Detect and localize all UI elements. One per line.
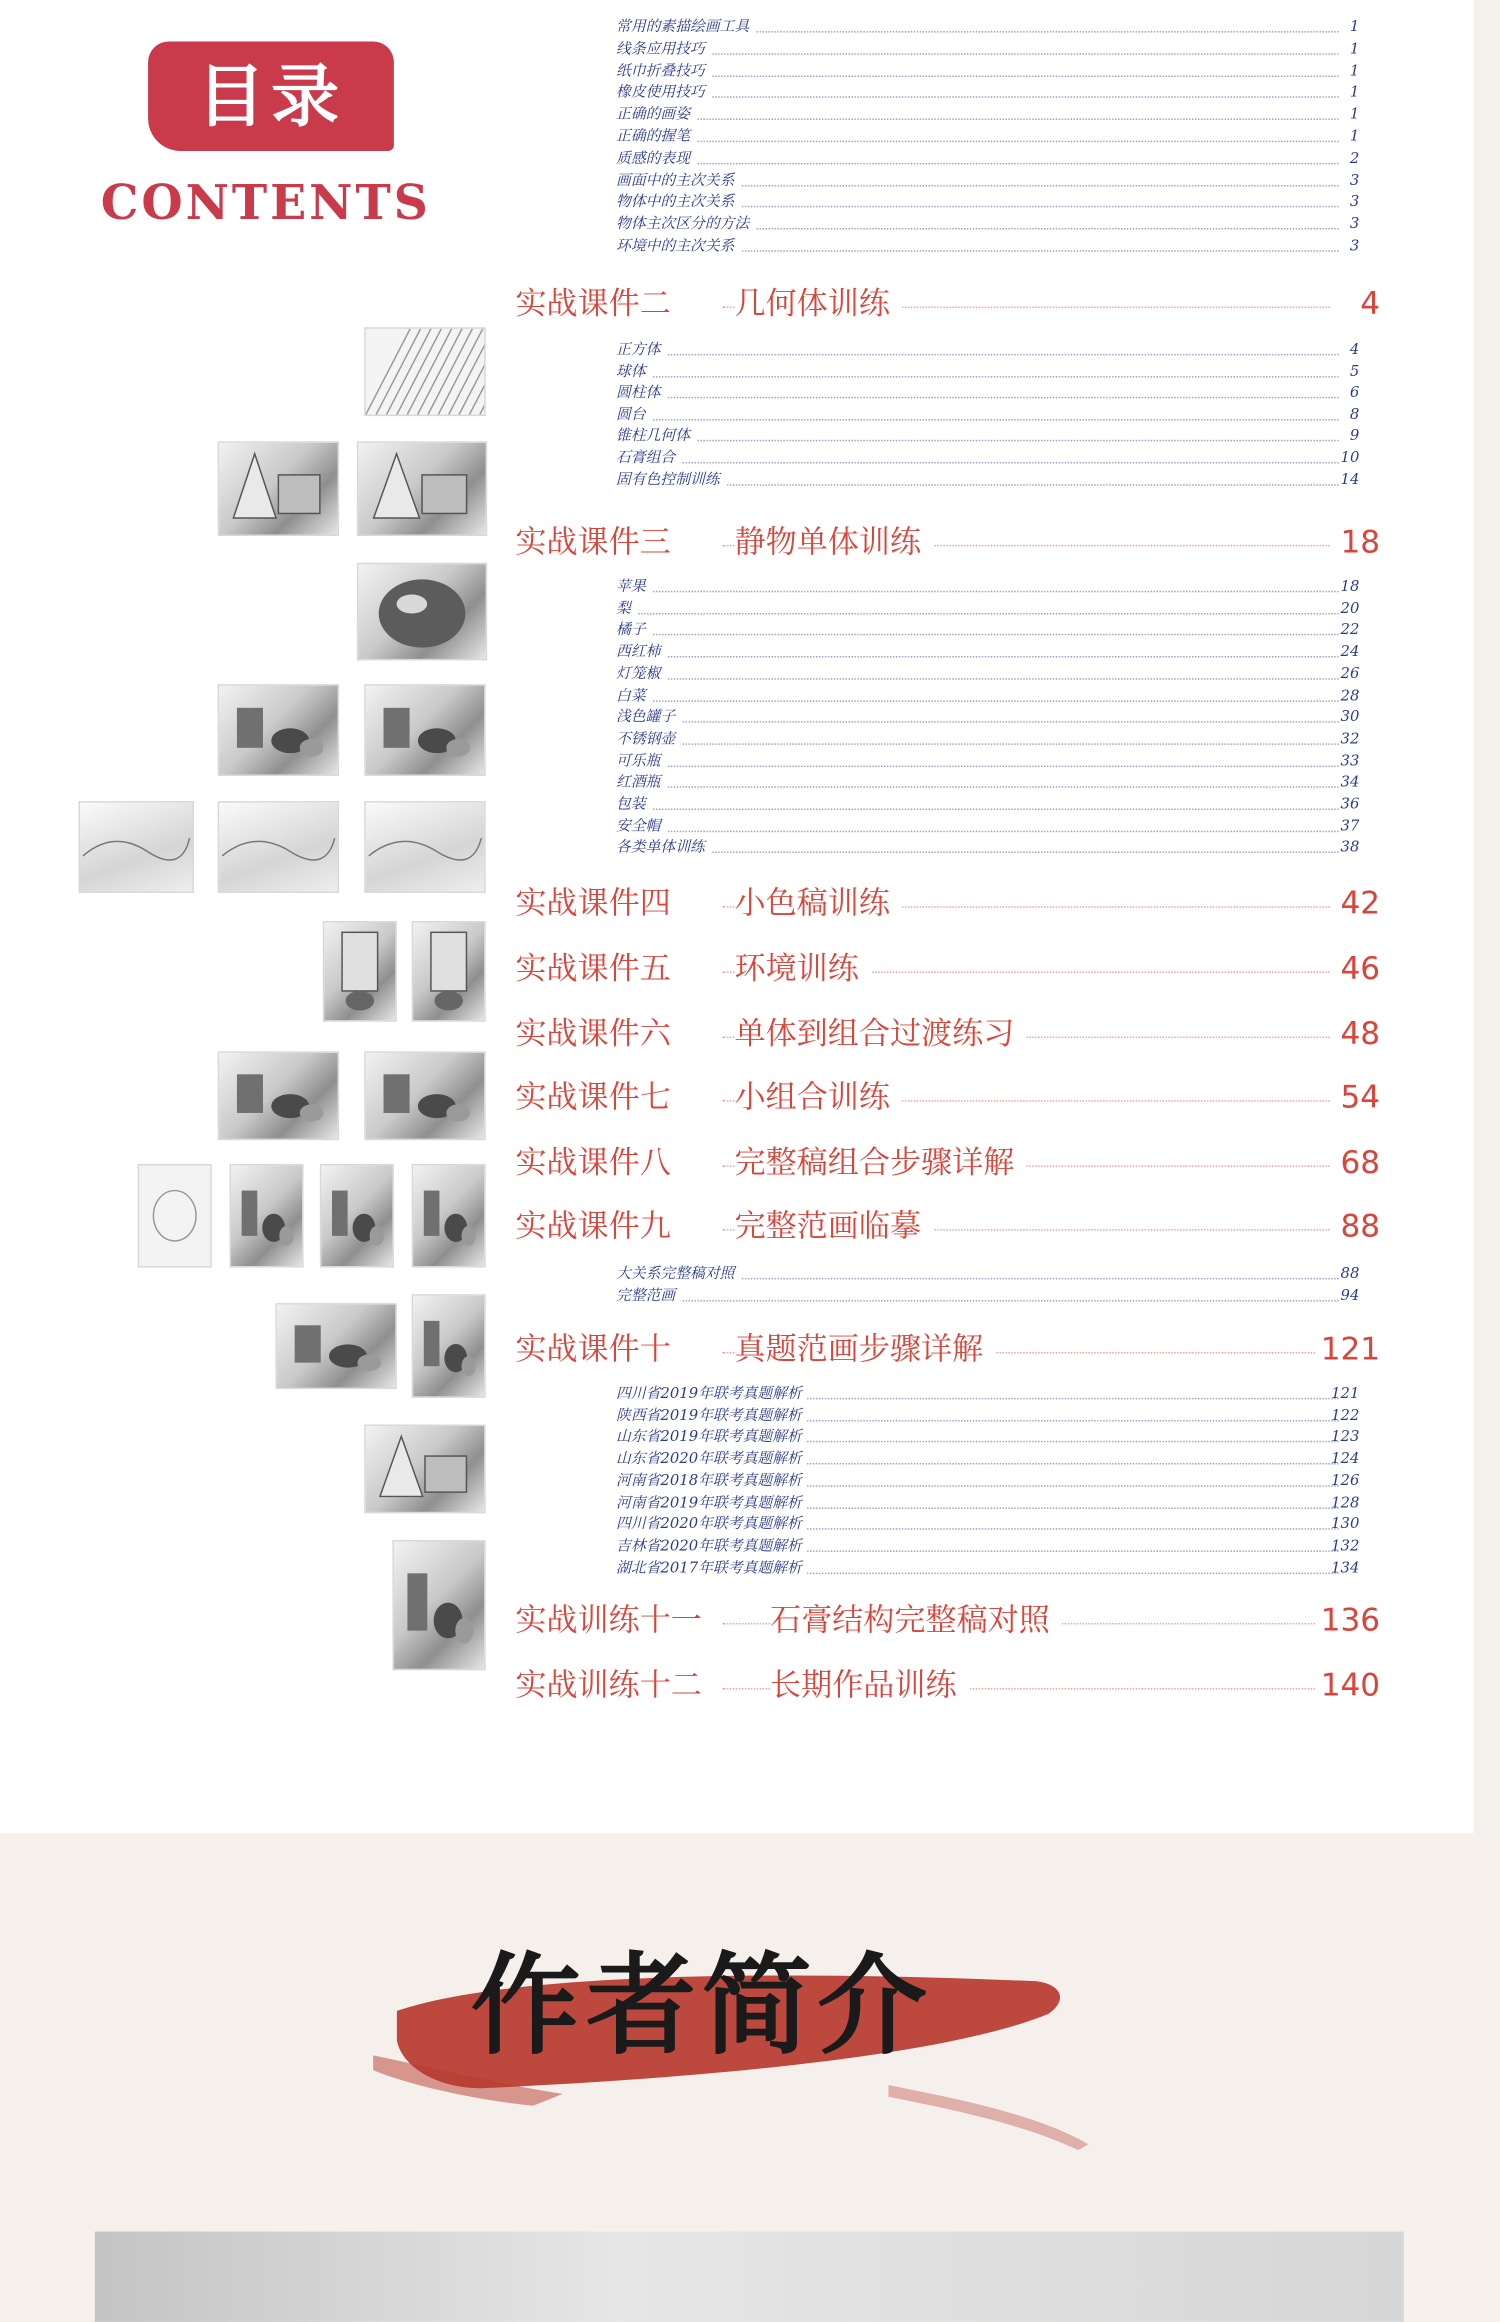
subitem-page: 26 — [1340, 666, 1360, 683]
chapter-label: 实战课件八 — [515, 1140, 679, 1184]
toc-subitem[interactable] — [616, 620, 1359, 642]
subitem-title: 大关系完整稿对照 — [616, 1263, 740, 1285]
subitem-title: 河南省2019年联考真题解析 — [616, 1492, 808, 1514]
toc-subitem[interactable] — [616, 1492, 1359, 1514]
sketch-thumbnail — [392, 1540, 485, 1670]
toc-subitem[interactable] — [616, 685, 1359, 707]
dotted-leader — [616, 163, 1339, 164]
subitem-page: 3 — [1349, 238, 1360, 255]
toc-subitem[interactable] — [616, 1470, 1359, 1492]
subitem-page: 6 — [1349, 385, 1360, 402]
toc-subitem[interactable] — [616, 214, 1359, 236]
toc-subitem[interactable] — [616, 361, 1359, 383]
subitem-title: 灯笼椒 — [616, 663, 666, 685]
subitem-title: 可乐瓶 — [616, 750, 666, 772]
subitem-page: 22 — [1340, 622, 1360, 639]
subitem-title: 纸巾折叠技巧 — [616, 60, 711, 82]
sketch-thumbnail — [218, 801, 339, 893]
chapter-page: 46 — [1335, 946, 1381, 990]
subitem-page: 10 — [1340, 450, 1360, 467]
dotted-leader — [616, 787, 1339, 788]
toc-subitem[interactable] — [616, 38, 1359, 60]
subitem-title: 安全帽 — [616, 815, 666, 837]
sketch-thumbnail — [275, 1303, 396, 1389]
subitem-page: 33 — [1340, 753, 1360, 770]
dotted-leader — [616, 830, 1339, 831]
toc-subitem[interactable] — [616, 1285, 1359, 1307]
contents-title: CONTENTS — [100, 174, 431, 232]
subitem-title: 完整范画 — [616, 1285, 681, 1307]
author-section-title: 作者简介 — [470, 1942, 933, 2071]
subitem-title: 圆柱体 — [616, 382, 666, 404]
subitem-page: 34 — [1340, 774, 1360, 792]
dotted-leader — [616, 419, 1339, 420]
subitem-title: 物体中的主次关系 — [616, 192, 740, 214]
sketch-thumbnail — [364, 327, 485, 416]
sketch-thumbnail — [357, 563, 487, 661]
chapter-title: 小组合训练 — [734, 1075, 901, 1119]
chapter-label: 实战课件五 — [515, 946, 679, 990]
toc-subitem[interactable] — [616, 60, 1359, 82]
subitem-page: 2 — [1349, 150, 1360, 168]
subitem-page: 1 — [1349, 128, 1360, 146]
mulu-badge: 目录 — [148, 41, 394, 151]
subitem-page: 24 — [1340, 644, 1360, 661]
dotted-leader — [616, 119, 1339, 120]
subitem-title: 包装 — [616, 794, 652, 816]
chapter-page: 121 — [1315, 1327, 1380, 1371]
subitem-title: 西红柿 — [616, 641, 666, 663]
subitem-title: 吉林省2020年联考真题解析 — [616, 1535, 808, 1557]
subitem-title: 正方体 — [616, 339, 666, 361]
sketch-thumbnail — [320, 1164, 394, 1268]
toc-chapter[interactable] — [515, 1204, 1380, 1248]
subitem-title: 陕西省2019年联考真题解析 — [616, 1405, 808, 1427]
chapter-label: 实战课件六 — [515, 1011, 679, 1055]
subitem-page: 1 — [1349, 19, 1360, 36]
toc-chapter[interactable] — [515, 1663, 1380, 1707]
subitem-title: 河南省2018年联考真题解析 — [616, 1470, 808, 1492]
toc-subitem[interactable] — [616, 426, 1359, 448]
sketch-thumbnail — [218, 1051, 339, 1140]
dotted-leader — [616, 354, 1339, 355]
subitem-page: 5 — [1349, 363, 1360, 380]
toc-subitem[interactable] — [616, 598, 1359, 620]
sketch-thumbnail — [218, 684, 339, 776]
toc-subitem[interactable] — [616, 815, 1359, 837]
subitem-page: 8 — [1349, 406, 1360, 424]
subitem-page: 36 — [1340, 796, 1360, 813]
sketch-thumbnail — [78, 801, 194, 893]
subitem-page: 9 — [1349, 428, 1360, 445]
chapter-label: 实战训练十二 — [515, 1663, 710, 1707]
toc-subitem[interactable] — [616, 576, 1359, 598]
chapter-label: 实战课件四 — [515, 881, 679, 925]
toc-chapter[interactable] — [515, 520, 1380, 564]
subitem-title: 苹果 — [616, 576, 652, 598]
subitem-title: 正确的握笔 — [616, 126, 696, 148]
chapter-label: 实战课件十 — [515, 1327, 679, 1371]
dotted-leader — [616, 97, 1339, 98]
chapter-title: 长期作品训练 — [770, 1663, 968, 1707]
subitem-page: 1 — [1349, 106, 1360, 124]
chapter-page: 54 — [1335, 1075, 1381, 1119]
chapter-label: 实战课件二 — [515, 281, 679, 325]
subitem-page: 134 — [1331, 1560, 1360, 1577]
subitem-title: 橡皮使用技巧 — [616, 82, 711, 104]
dotted-leader — [616, 75, 1339, 76]
toc-subitem[interactable] — [616, 1514, 1359, 1536]
sketch-thumbnail — [412, 1164, 486, 1268]
sketch-thumbnail — [138, 1164, 212, 1268]
subitem-page: 38 — [1340, 840, 1360, 857]
subitem-page: 94 — [1340, 1287, 1360, 1304]
sketch-thumbnail — [323, 921, 397, 1022]
toc-subitem[interactable] — [616, 148, 1359, 170]
dotted-leader — [616, 376, 1339, 377]
subitem-title: 画面中的主次关系 — [616, 170, 740, 192]
subitem-title: 四川省2019年联考真题解析 — [616, 1383, 808, 1405]
toc-subitem[interactable] — [616, 1405, 1359, 1427]
dotted-leader — [616, 53, 1339, 54]
chapter-page: 4 — [1354, 281, 1380, 325]
dotted-leader — [616, 141, 1339, 142]
author-section — [0, 1833, 1500, 2322]
chapter-label: 实战课件九 — [515, 1204, 679, 1248]
toc-subitem[interactable] — [616, 707, 1359, 729]
toc-subitem[interactable] — [616, 728, 1359, 750]
subitem-title: 常用的素描绘画工具 — [616, 16, 755, 38]
dotted-leader — [616, 765, 1339, 766]
toc-subitem[interactable] — [616, 447, 1359, 469]
chapter-title: 石膏结构完整稿对照 — [770, 1598, 1062, 1642]
toc-subitem[interactable] — [616, 663, 1359, 685]
sketch-thumbnail — [412, 921, 486, 1022]
subitem-title: 湖北省2017年联考真题解析 — [616, 1557, 808, 1579]
subitem-title: 石膏组合 — [616, 447, 681, 469]
toc-subitem[interactable] — [616, 404, 1359, 426]
dotted-leader — [616, 1300, 1339, 1301]
subitem-title: 锥柱几何体 — [616, 426, 696, 448]
chapter-title: 几何体训练 — [734, 281, 901, 325]
subitem-page: 30 — [1340, 709, 1360, 726]
sketch-thumbnail — [357, 441, 487, 536]
sketch-thumbnail — [218, 441, 339, 536]
sketch-thumbnail — [364, 1425, 485, 1514]
subitem-title: 四川省2020年联考真题解析 — [616, 1514, 808, 1536]
chapter-page: 68 — [1335, 1140, 1381, 1184]
chapter-title: 环境训练 — [734, 946, 870, 990]
dotted-leader — [616, 809, 1339, 810]
toc-chapter[interactable] — [515, 946, 1380, 990]
subitem-page: 37 — [1340, 818, 1360, 835]
sketch-thumbnail — [230, 1164, 304, 1268]
toc-subitem[interactable] — [616, 837, 1359, 859]
subitem-page: 14 — [1340, 471, 1360, 489]
toc-subitem[interactable] — [616, 772, 1359, 794]
toc-subitem[interactable] — [616, 641, 1359, 663]
sketch-thumbnail — [364, 801, 485, 893]
subitem-page: 130 — [1331, 1516, 1360, 1533]
chapter-page: 18 — [1335, 520, 1381, 564]
dotted-leader — [616, 721, 1339, 722]
subitem-title: 圆台 — [616, 404, 652, 426]
chapter-title: 完整稿组合步骤详解 — [734, 1140, 1026, 1184]
subitem-title: 山东省2020年联考真题解析 — [616, 1448, 808, 1470]
dotted-leader — [616, 397, 1339, 398]
dotted-leader — [616, 700, 1339, 701]
chapter-page: 88 — [1335, 1204, 1381, 1248]
chapter-title: 真题范画步骤详解 — [734, 1327, 995, 1371]
subitem-page: 3 — [1349, 216, 1360, 233]
chapter-page: 48 — [1335, 1011, 1381, 1055]
toc-subitem[interactable] — [616, 104, 1359, 126]
chapter-title: 完整范画临摹 — [734, 1204, 932, 1248]
toc-subitem[interactable] — [616, 1448, 1359, 1470]
toc-subitem[interactable] — [616, 794, 1359, 816]
toc-subitem[interactable] — [616, 235, 1359, 257]
toc-subitem[interactable] — [616, 1263, 1359, 1285]
dotted-leader — [616, 852, 1339, 853]
subitem-page: 28 — [1340, 687, 1360, 705]
subitem-page: 124 — [1331, 1451, 1360, 1468]
dotted-leader — [616, 656, 1339, 657]
toc-subitem[interactable] — [616, 82, 1359, 104]
subitem-title: 浅色罐子 — [616, 707, 681, 729]
subitem-title: 物体主次区分的方法 — [616, 214, 755, 236]
subitem-page: 1 — [1349, 84, 1360, 102]
subitem-page: 121 — [1331, 1386, 1360, 1403]
chapter-label: 实战课件七 — [515, 1075, 679, 1119]
dotted-leader — [616, 678, 1339, 679]
toc-chapter[interactable] — [515, 1011, 1380, 1055]
subitem-title: 球体 — [616, 361, 652, 383]
toc-chapter[interactable] — [515, 1075, 1380, 1119]
subitem-page: 126 — [1331, 1473, 1360, 1490]
subitem-title: 梨 — [616, 598, 637, 620]
subitem-page: 123 — [1331, 1429, 1360, 1446]
chapter-title: 单体到组合过渡练习 — [734, 1011, 1026, 1055]
subitem-page: 3 — [1349, 194, 1360, 211]
toc-subitem[interactable] — [616, 469, 1359, 491]
subitem-page: 132 — [1331, 1538, 1360, 1555]
chapter-page: 136 — [1315, 1598, 1380, 1642]
toc-subitem[interactable] — [616, 1383, 1359, 1405]
subitem-title: 线条应用技巧 — [616, 38, 711, 60]
toc-subitem[interactable] — [616, 1427, 1359, 1449]
dotted-leader — [616, 634, 1339, 635]
dotted-leader — [616, 591, 1339, 592]
subitem-page: 88 — [1340, 1266, 1360, 1283]
subitem-page: 1 — [1349, 41, 1360, 58]
subitem-page: 20 — [1340, 600, 1360, 618]
chapter-label: 实战训练十一 — [515, 1598, 710, 1642]
subitem-page: 128 — [1331, 1494, 1360, 1512]
subitem-page: 122 — [1331, 1407, 1360, 1425]
subitem-page: 4 — [1349, 342, 1360, 359]
toc-subitem[interactable] — [616, 750, 1359, 772]
dotted-leader — [616, 743, 1339, 744]
subitem-page: 32 — [1340, 731, 1360, 748]
dotted-leader — [616, 462, 1339, 463]
chapter-title: 静物单体训练 — [734, 520, 932, 564]
subitem-title: 各类单体训练 — [616, 837, 711, 859]
subitem-page: 18 — [1340, 578, 1360, 596]
subitem-title: 环境中的主次关系 — [616, 235, 740, 257]
toc-subitem[interactable] — [616, 382, 1359, 404]
subitem-title: 质感的表现 — [616, 148, 696, 170]
sketch-thumbnail — [364, 1051, 485, 1140]
subitem-title: 白菜 — [616, 685, 652, 707]
dotted-leader — [616, 440, 1339, 441]
chapter-page: 140 — [1315, 1663, 1380, 1707]
toc-chapter[interactable] — [515, 1327, 1380, 1371]
subitem-page: 3 — [1349, 172, 1360, 189]
toc-subitem[interactable] — [616, 170, 1359, 192]
subitem-title: 红酒瓶 — [616, 772, 666, 794]
sketch-thumbnail — [412, 1294, 486, 1398]
subitem-title: 山东省2019年联考真题解析 — [616, 1427, 808, 1449]
toc-chapter[interactable] — [515, 881, 1380, 925]
toc-subitem[interactable] — [616, 16, 1359, 38]
toc-subitem[interactable] — [616, 192, 1359, 214]
toc-subitem[interactable] — [616, 126, 1359, 148]
toc-chapter[interactable] — [515, 1598, 1380, 1642]
chapter-label: 实战课件三 — [515, 520, 679, 564]
toc-subitem[interactable] — [616, 1557, 1359, 1579]
toc-subitem[interactable] — [616, 339, 1359, 361]
subitem-title: 不锈钢壶 — [616, 728, 681, 750]
toc-chapter[interactable] — [515, 1140, 1380, 1184]
sketch-thumbnail — [364, 684, 485, 776]
dotted-leader — [616, 613, 1339, 614]
subitem-page: 1 — [1349, 63, 1360, 80]
author-photo — [95, 2232, 1404, 2322]
subitem-title: 固有色控制训练 — [616, 469, 726, 491]
toc-subitem[interactable] — [616, 1535, 1359, 1557]
subitem-title: 橘子 — [616, 620, 652, 642]
chapter-page: 42 — [1335, 881, 1381, 925]
subitem-title: 正确的画姿 — [616, 104, 696, 126]
chapter-title: 小色稿训练 — [734, 881, 901, 925]
toc-chapter[interactable] — [515, 281, 1380, 325]
